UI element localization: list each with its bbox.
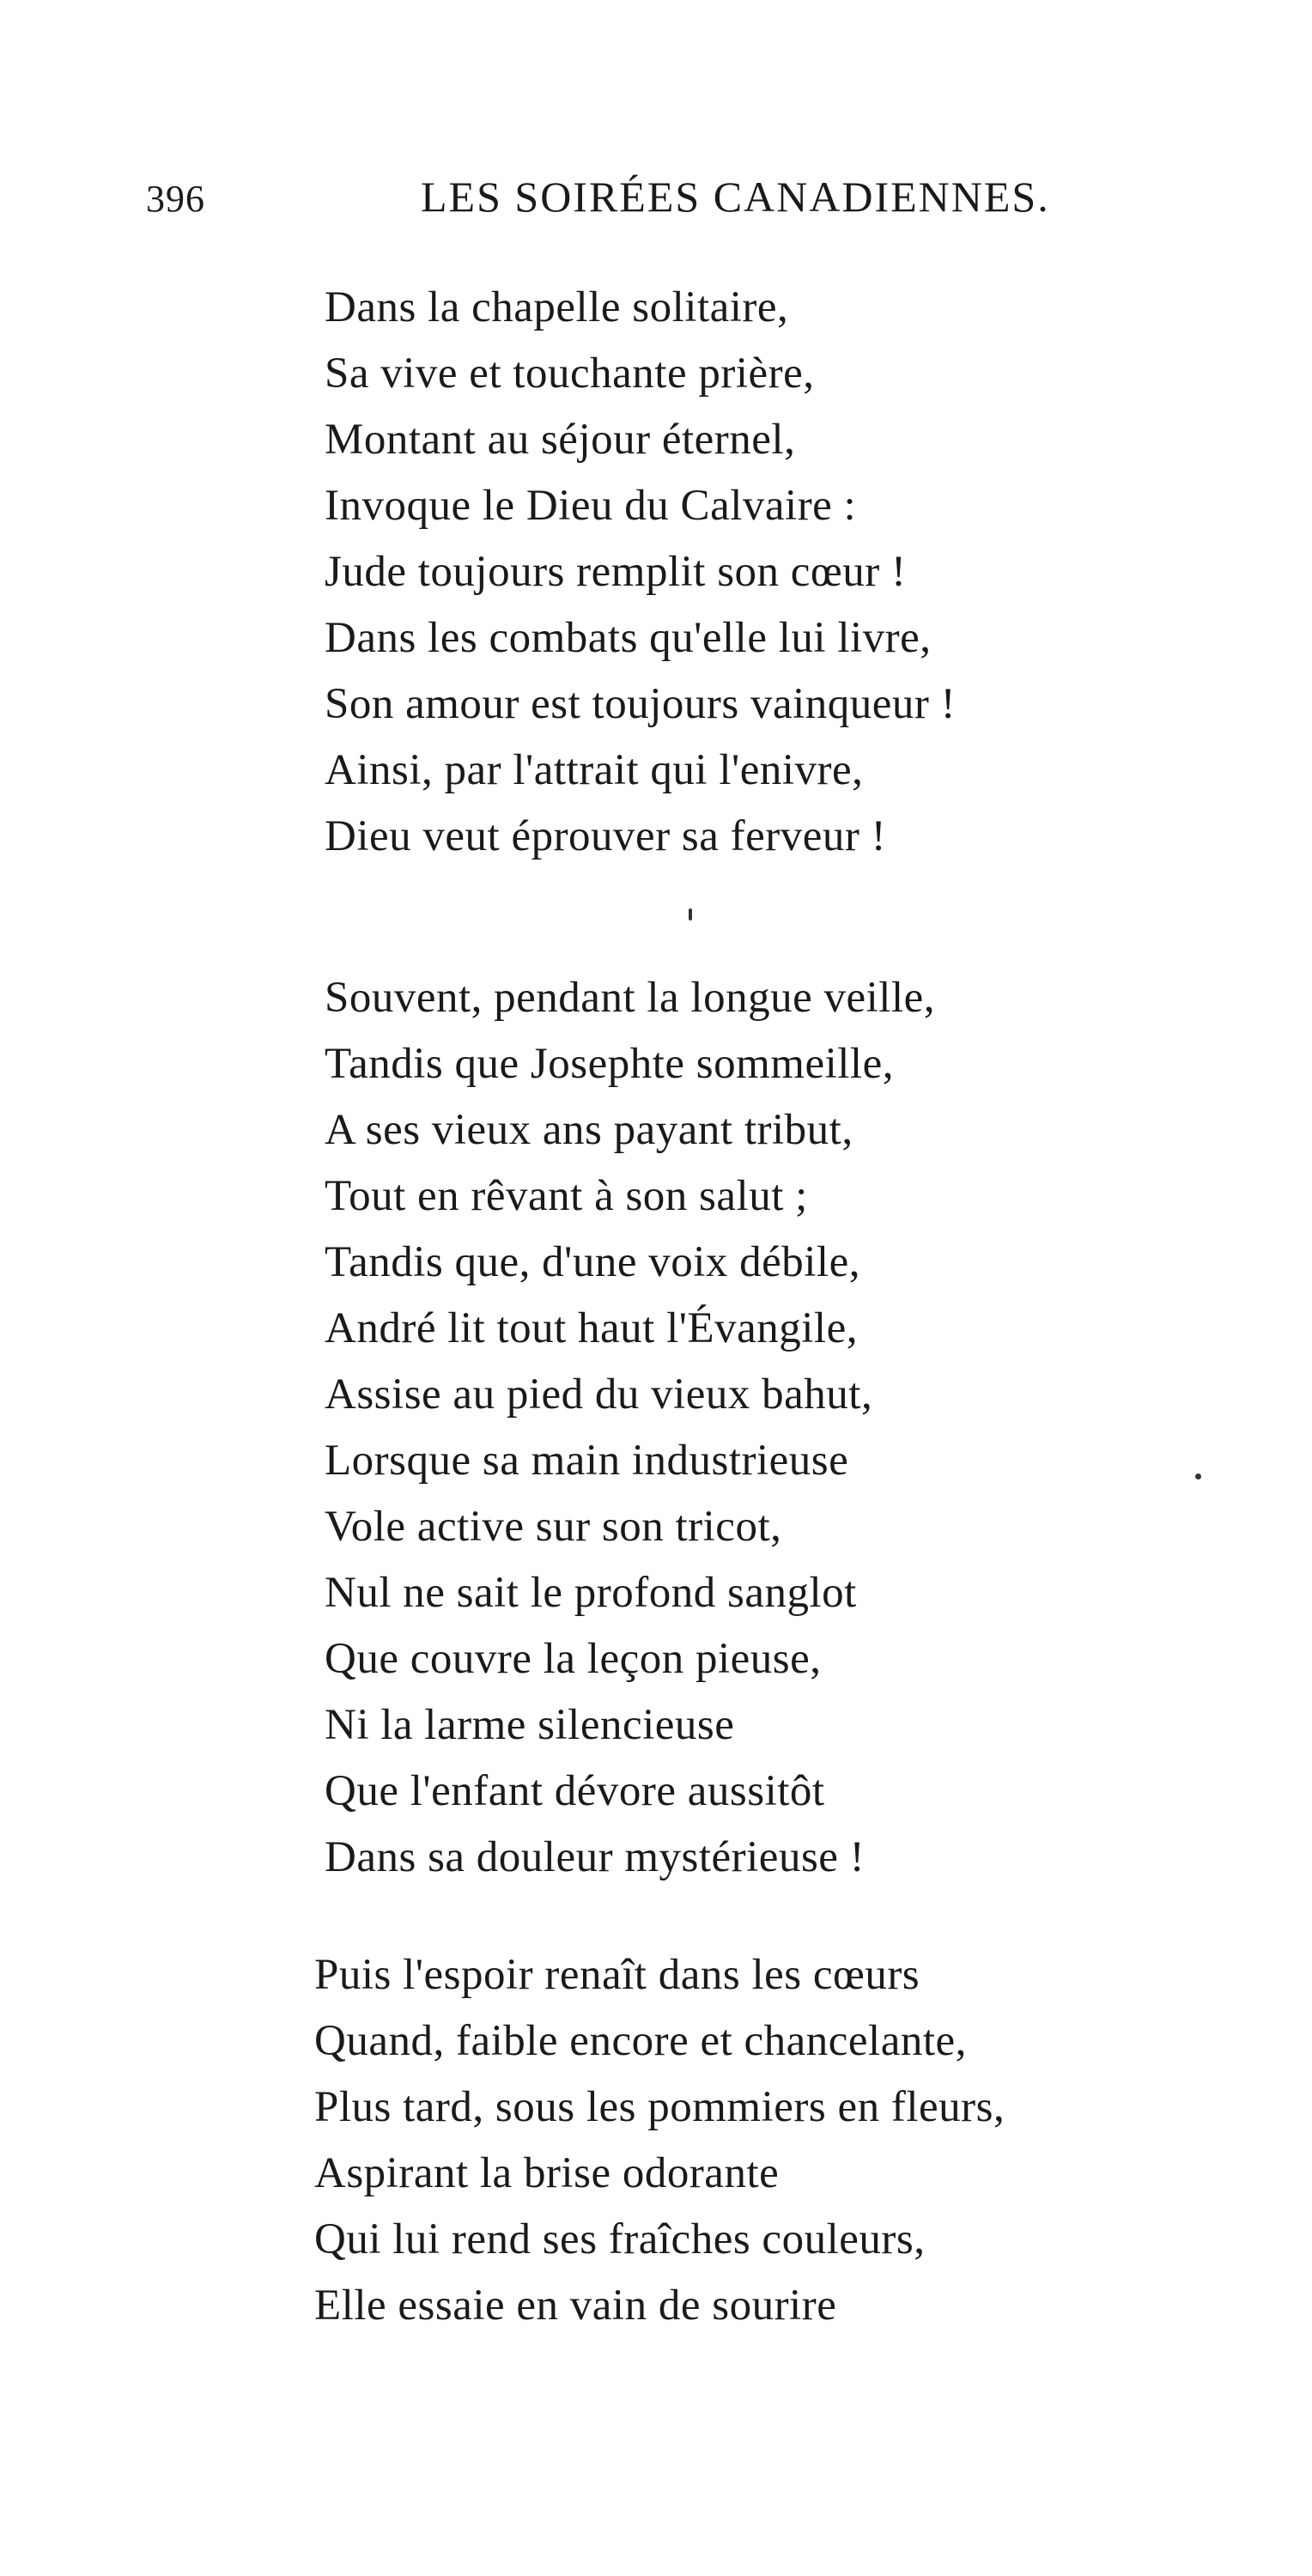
verse-line: Dieu veut éprouver sa ferveur ! <box>325 812 887 860</box>
verse-line: Elle essaie en vain de sourire <box>314 2281 837 2330</box>
poem-stanza-1 <box>325 275 956 870</box>
verse-line: Dans sa douleur mystérieuse ! <box>325 1833 866 1881</box>
verse-line: Que couvre la leçon pieuse, <box>325 1635 822 1683</box>
verse-line: Souvent, pendant la longue veille, <box>325 974 936 1022</box>
verse-line: Quand, faible encore et chancelante, <box>314 2017 967 2065</box>
verse-line: Tandis que, d'une voix débile, <box>325 1238 860 1286</box>
verse-line: André lit tout haut l'Évangile, <box>325 1304 858 1352</box>
page-number: 396 <box>146 178 205 220</box>
verse-line: A ses vieux ans payant tribut, <box>325 1106 853 1154</box>
running-title: LES SOIRÉES CANADIENNES. <box>421 173 1050 221</box>
verse-line: Tandis que Josephte sommeille, <box>325 1040 894 1088</box>
verse-line: Jude toujours remplit son cœur ! <box>325 548 907 596</box>
verse-line: Ainsi, par l'attrait qui l'enivre, <box>325 746 864 794</box>
verse-line: Que l'enfant dévore aussitôt <box>325 1767 825 1815</box>
verse-line: Invoque le Dieu du Calvaire : <box>325 482 857 530</box>
verse-line: Aspirant la brise odorante <box>314 2149 780 2197</box>
verse-line: Vole active sur son tricot, <box>325 1503 782 1551</box>
poem-stanza-3 <box>314 1942 1005 2339</box>
print-speck <box>1195 1473 1201 1479</box>
verse-line: Sa vive et touchante prière, <box>325 349 815 398</box>
running-head <box>0 172 1312 223</box>
verse-line: Ni la larme silencieuse <box>325 1701 735 1749</box>
verse-line: Plus tard, sous les pommiers en fleurs, <box>314 2083 1005 2131</box>
verse-line: Montant au séjour éternel, <box>325 416 796 464</box>
verse-line: Puis l'espoir renaît dans les cœurs <box>314 1951 920 1999</box>
verse-line: Tout en rêvant à son salut ; <box>325 1172 808 1220</box>
verse-line: Lorsque sa main industrieuse <box>325 1437 849 1485</box>
verse-line: Nul ne sait le profond sanglot <box>325 1569 857 1617</box>
verse-line: Son amour est toujours vainqueur ! <box>325 680 957 728</box>
stanza-separator-mark <box>689 908 692 920</box>
poem-stanza-2 <box>325 965 935 1891</box>
verse-line: Assise au pied du vieux bahut, <box>325 1370 873 1419</box>
verse-line: Dans la chapelle solitaire, <box>325 283 789 331</box>
verse-line: Dans les combats qu'elle lui livre, <box>325 614 932 662</box>
verse-line: Qui lui rend ses fraîches couleurs, <box>314 2215 926 2263</box>
